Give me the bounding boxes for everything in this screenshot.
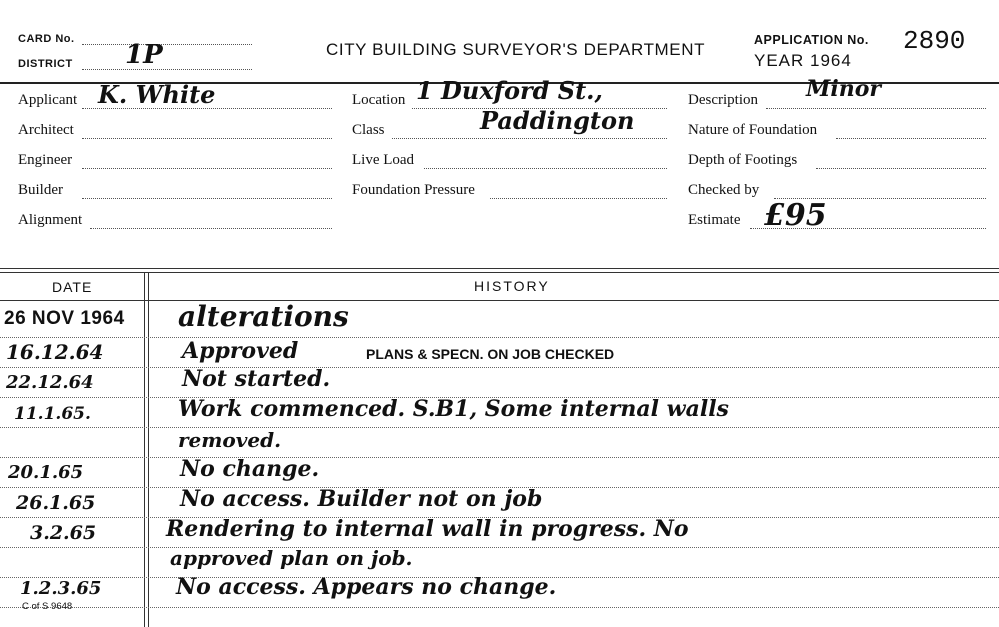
history-entry: removed. xyxy=(178,428,282,452)
estimate-label: Estimate xyxy=(688,212,741,228)
ruled-line xyxy=(0,547,999,548)
engineer-label: Engineer xyxy=(18,152,73,168)
description-label: Description xyxy=(688,92,758,108)
form-number: C of S 9648 xyxy=(22,601,73,612)
description-line xyxy=(766,108,986,109)
architect-line xyxy=(82,138,332,139)
foundation-pressure-label: Foundation Pressure xyxy=(352,182,475,198)
history-entry: Approved xyxy=(182,338,299,364)
history-date: 20.1.65 xyxy=(8,462,84,483)
district-label: DISTRICT xyxy=(18,58,73,70)
location-value-2: Paddington xyxy=(480,106,635,135)
nature-of-foundation-line xyxy=(836,138,986,139)
history-entry: alterations xyxy=(178,300,349,333)
alignment-label: Alignment xyxy=(18,212,83,228)
history-top-rule xyxy=(0,268,999,269)
location-value-1: 1 Duxford St., xyxy=(416,76,603,105)
history-date: 16.12.64 xyxy=(6,340,104,364)
depth-of-footings-line xyxy=(816,168,986,169)
card-no-label: CARD No. xyxy=(18,33,75,45)
card-no-line xyxy=(82,44,252,45)
checked-by-label: Checked by xyxy=(688,182,760,198)
history-entry: Not started. xyxy=(182,366,331,392)
history-entry: approved plan on job. xyxy=(170,546,413,570)
alignment-line xyxy=(90,228,332,229)
builder-line xyxy=(82,198,332,199)
history-entry: Rendering to internal wall in progress. No xyxy=(166,516,689,542)
history-header-rule xyxy=(0,300,999,301)
column-divider xyxy=(144,272,145,627)
history-date: 26 NOV 1964 xyxy=(4,308,125,329)
history-top-rule-2 xyxy=(0,272,999,273)
class-label: Class xyxy=(352,122,385,138)
history-stamp: PLANS & SPECN. ON JOB CHECKED xyxy=(366,346,615,362)
history-entry: Work commenced. S.B1, Some internal walls xyxy=(178,396,729,422)
ruled-line xyxy=(0,367,999,368)
nature-of-foundation-label: Nature of Foundation xyxy=(688,122,818,138)
ruled-line xyxy=(0,457,999,458)
application-number: 2890 xyxy=(903,26,966,56)
district-line xyxy=(82,69,252,70)
year: YEAR 1964 xyxy=(754,51,852,70)
district-value: 1P xyxy=(125,40,163,70)
history-date: 1.2.3.65 xyxy=(20,578,102,599)
description-value: Minor xyxy=(806,76,881,102)
department-title: CITY BUILDING SURVEYOR'S DEPARTMENT xyxy=(326,40,706,59)
history-entry: No access. Appears no change. xyxy=(176,574,557,600)
history-entry: No change. xyxy=(180,456,320,482)
applicant-label: Applicant xyxy=(18,92,78,108)
architect-label: Architect xyxy=(18,122,74,138)
class-line xyxy=(392,138,667,139)
column-divider-2 xyxy=(148,272,149,627)
live-load-line xyxy=(424,168,667,169)
location-label: Location xyxy=(352,92,406,108)
history-entry: No access. Builder not on job xyxy=(180,486,543,512)
estimate-value: £95 xyxy=(764,198,827,233)
applicant-value: K. White xyxy=(98,80,216,109)
engineer-line xyxy=(82,168,332,169)
history-date: 26.1.65 xyxy=(16,492,96,514)
history-date: 11.1.65. xyxy=(14,404,91,424)
ruled-line xyxy=(0,427,999,428)
application-label: APPLICATION No. xyxy=(754,33,869,47)
ruled-line xyxy=(0,607,999,608)
history-header: HISTORY xyxy=(474,278,550,294)
depth-of-footings-label: Depth of Footings xyxy=(688,152,798,168)
history-date: 3.2.65 xyxy=(30,522,97,544)
builder-label: Builder xyxy=(18,182,63,198)
live-load-label: Live Load xyxy=(352,152,415,168)
ruled-line xyxy=(0,337,999,338)
history-date: 22.12.64 xyxy=(6,372,94,393)
foundation-pressure-line xyxy=(490,198,667,199)
date-header: DATE xyxy=(52,279,93,295)
